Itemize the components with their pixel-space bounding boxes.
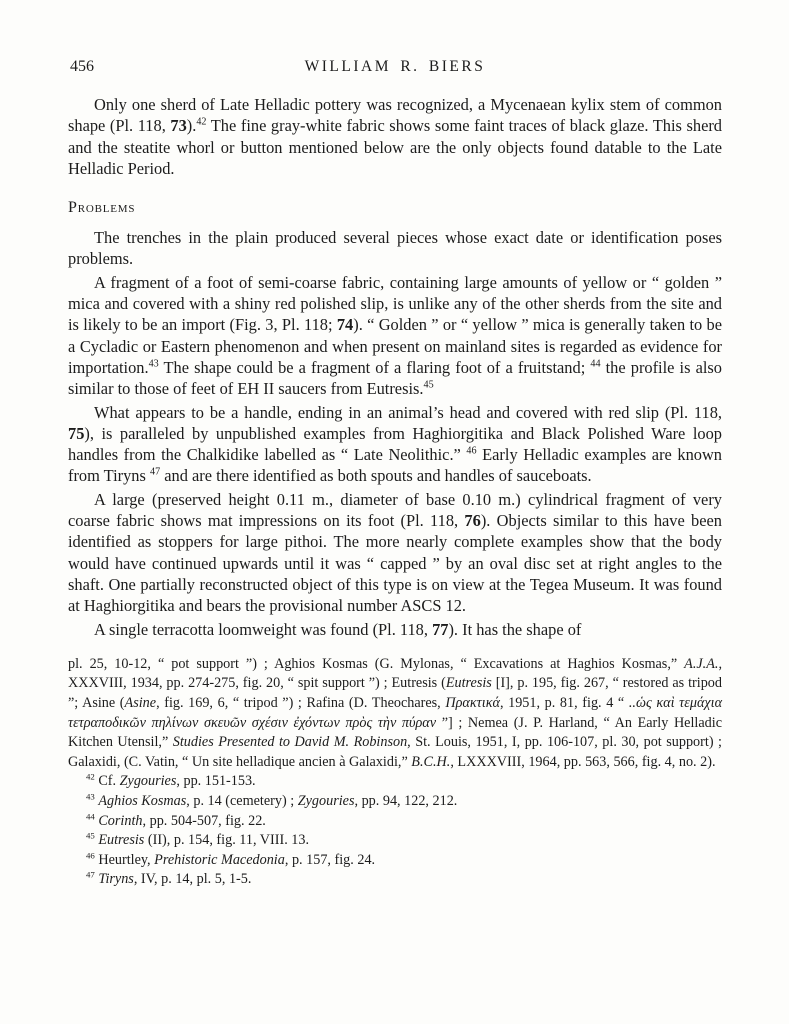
paragraph-handle: What appears to be a handle, ending in an animal’s head and covered with red slip (Pl. 118, 75), is paralleled by unpublished examples from Haghiorgitika and Black Polished Ware loop handles from the Chalkidike labelled as “ Late Neolithic.” $^{46}$ Early Helladic examples are known from Tiryns $^{47}$ and are there identified as both spouts and handles of sauceboats. xyxy=(68,402,723,486)
footnote-42: $^{42}$ Cf. Zygouries, pp. 151-153. xyxy=(86,771,256,790)
paragraph-cylindrical-fragment: A large (preserved height 0.11 m., diameter of base 0.10 m.) cylindrical fragment of very coarse fabric shows mat impressions on its foot (Pl. 118, 76). Objects similar to this have been identified as stoppers for large pithoi. The more nearly complete examples show that the body would have continued upwards until it was “ capped ” by an oval disc set at right angles to the shaft. One partially reconstructed object of this type is on view at the Tegea Museum. It was found at Haghiorgitika and bears the provisional number ASCS 12. xyxy=(68,489,722,616)
paragraph-foot-fragment: A fragment of a foot of semi-coarse fabric, containing large amounts of yellow or “ golden ” mica and covered with a shiny red polished slip, is unlike any of the other sherds from the site and is likely to be an import (Fig. 3, Pl. 118; 74). “ Golden ” or “ yellow ” mica is generally taken to be a Cycladic or Eastern phenomenon and when present on mainland sites is regarded as evidence for importation.$^{43}$ The shape could be a fragment of a flaring foot of a fruitstand; $^{44}$ the profile is also similar to those of feet of EH II saucers from Eutresis.$^{45}$ xyxy=(68,272,722,399)
article-body xyxy=(68,94,722,640)
footnotes-block xyxy=(68,655,722,890)
paragraph-loomweight: A single terracotta loomweight was found (Pl. 118, 77). It has the shape of xyxy=(94,619,582,639)
footnote-45: $^{45}$ Eutresis (II), p. 154, fig. 11, VIII. 13. xyxy=(86,830,310,849)
paragraph-late-helladic-sherd: Only one sherd of Late Helladic pottery was recognized, a Mycenaean kylix stem of common shape (Pl. 118, 73).$^{42}$ The fine gray-white fabric shows some faint traces of black glaze. This sherd and the steatite whorl or button mentioned below are the only objects found datable to the Late Helladic Period. xyxy=(68,95,722,178)
running-head: WILLIAM R. BIERS xyxy=(304,58,486,75)
page-number: 456 xyxy=(70,58,94,75)
footnote-46: $^{46}$ Heurtley, Prehistoric Macedonia, p. 157, fig. 24. xyxy=(86,850,376,868)
footnote-continuation: pl. 25, 10-12, “ pot support ”) ; Aghios Kosmas (G. Mylonas, “ Excavations at Haghios Kosmas,” A.J.A., XXXVIII, 1934, pp. 274-275, fig. 20, “ spit support ”) ; Eutresis (Eutresis [I], p. 195, fig. 267, “ restored as tripod ”; Asine (Asine, fig. 169, 6, “ tripod ”) ; Rafina (D. Theochares, Πρακτικά, 1951, p. 81, fig. 4 “ ..ὡς καὶ τεμάχια τετραποδικῶν πηλίνων σκευῶν σχέσιν ἐχόντων πρὸς τὴν πύραν ”] ; Nemea (J. P. Harland, “ An Early Helladic Kitchen Utensil,” Studies Presented to David M. Robinson, St. Louis, 1951, I, pp. 106-107, pl. 30, pot support) ; Galaxidi, (C. Vatin, “ Un site helladique ancien à Galaxidi,” B.C.H., LXXXVIII, 1964, pp. 563, 566, fig. 4, no. 2). xyxy=(68,655,723,770)
footnote-47: $^{47}$ Tiryns, IV, p. 14, pl. 5, 1-5. xyxy=(86,869,252,888)
footnote-44: $^{44}$ Corinth, pp. 504-507, fig. 22. xyxy=(86,810,266,829)
paragraph-trenches: The trenches in the plain produced several pieces whose exact date or identification poses problems. xyxy=(68,228,722,269)
page-header xyxy=(68,58,722,80)
footnote-43: $^{43}$ Aghios Kosmas, p. 14 (cemetery) ; Zygouries, pp. 94, 122, 212. xyxy=(86,791,458,809)
section-heading-problems: Problems xyxy=(68,199,136,217)
